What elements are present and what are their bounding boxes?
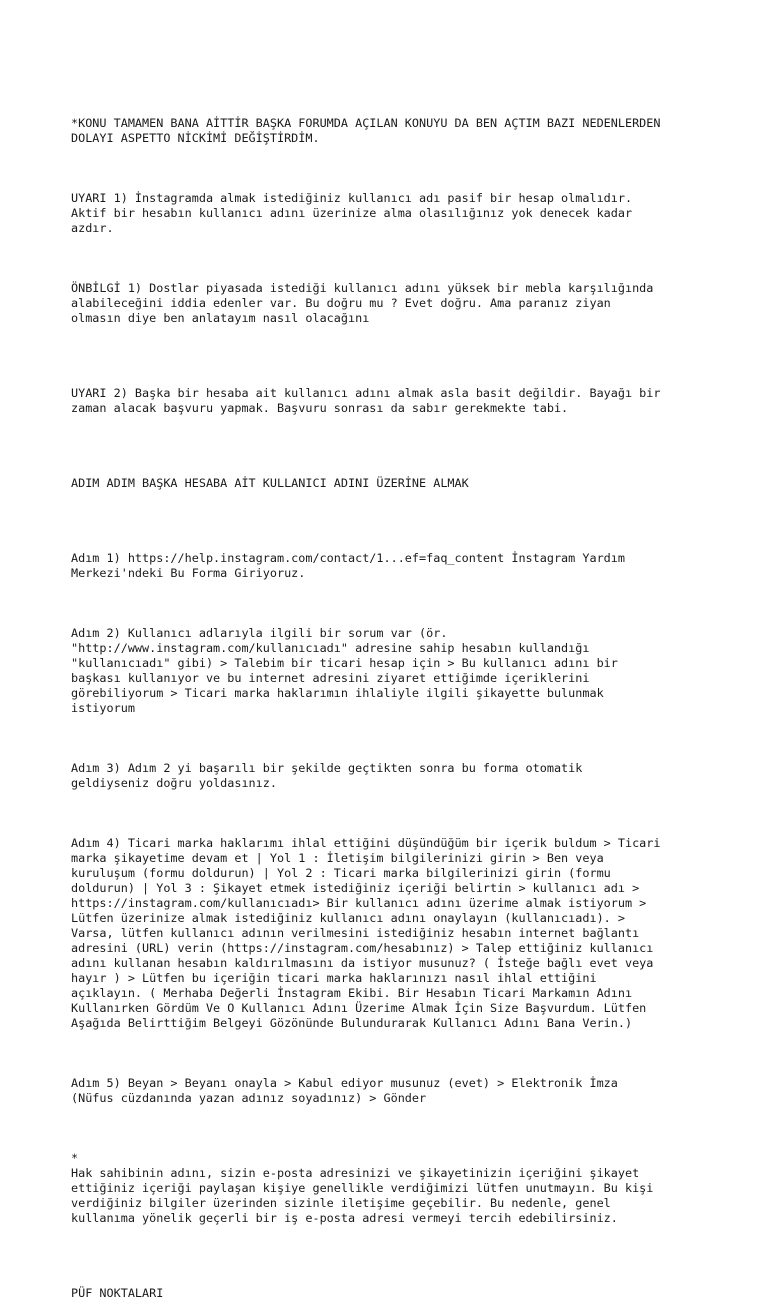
document-body (71, 86, 731, 1316)
section-heading: ADIM ADIM BAŞKA HESABA AİT KULLANICI ADINI ÜZERİNE ALMAK (71, 476, 469, 490)
step-1: Adım 1) https://help.instagram.com/contact/1...ef=faq_content İnstagram Yardım Merkezi'ndeki Bu Forma Giriyoruz. (71, 551, 625, 580)
step-4: Adım 4) Ticari marka haklarımı ihlal ettiğini düşündüğüm bir içerik buldum > Ticari marka şikayetime devam et | Yol 1 : İletişim bilgilerinizi girin > Ben veya kuruluşum (formu doldurun) | Yol 2 : Ticari marka bilgilerinizi girin (formu doldurun) | Yol 3 : Şikayet etmek istediğiniz içeriği belirtin > kullanıcı adı > https://instagram.com/kullanıcıadı> Bir kullanıcı adını üzerime almak istiyorum > Lütfen üzerinize almak istediğiniz kullanıcı adını onaylayın (kullanıcıadı). > Varsa, lütfen kullanıcı adının verilmesini istediğiniz hesabın internet bağlantı adresini (URL) verin (https://instagram.com/hesabınız) > Talep ettiğiniz kullanıcı adını kullanan hesabın kaldırılmasını da istiyor musunuz? ( İsteğe bağlı evet veya hayır ) > Lütfen bu içeriğin ticari marka haklarınızı nasıl ihlal ettiğini açıklayın. ( Merhaba Değerli İnstagram Ekibi. Bir Hesabın Ticari Markamın Adını Kullanırken Gördüm Ve O Kullanıcı Adını Üzerime Almak İçin Size Başvurdum. Lütfen Aşağıda Belirttiğim Belgeyi Gözönünde Bulundurarak Kullanıcı Adını Bana Verin.) (71, 836, 661, 1030)
tips-heading: PÜF NOKTALARI (71, 1286, 164, 1300)
prelim-info-1: ÖNBİLGİ 1) Dostlar piyasada istediği kullanıcı adını yüksek bir mebla karşılığında alabileceğini iddia edenler var. Bu doğru mu ? Evet doğru. Ama paranız ziyan olmasın diye ben anlatayım nasıl olacağını (71, 281, 654, 325)
footnote: * Hak sahibinin adını, sizin e-posta adresinizi ve şikayetinizin içeriğini şikayet ettiğiniz içeriği paylaşan kişiye genellikle verdiğimizi lütfen unutmayın. Bu kişi verdiğiniz bilgiler üzerinden sizinle iletişime geçebilir. Bu nedenle, genel kullanıma yönelik geçerli bir iş e-posta adresi vermeyi tercih edebilirsiniz. (71, 1151, 654, 1225)
step-3: Adım 3) Adım 2 yi başarılı bir şekilde geçtikten sonra bu forma otomatik geldiyseniz doğru yoldasınız. (71, 761, 583, 790)
warning-2: UYARI 2) Başka bir hesaba ait kullanıcı adını almak asla basit değildir. Bayağı bir zaman alacak başvuru yapmak. Başvuru sonrası da sabır gerekmekte tabi. (71, 386, 661, 415)
intro-note: *KONU TAMAMEN BANA AİTTİR BAŞKA FORUMDA AÇILAN KONUYU DA BEN AÇTIM BAZI NEDENLERDEN DOLAYI ASPETTO NİCKİMİ DEĞİŞTİRDİM. (71, 116, 661, 145)
step-2: Adım 2) Kullanıcı adlarıyla ilgili bir sorum var (ör. "http://www.instagram.com/kullanıcıadı" adresine sahip hesabın kullandığı "kullanıcıadı" gibi) > Talebim bir ticari hesap için > Bu kullanıcı adını bir başkası kullanıyor ve bu internet adresini ziyaret ettiğimde içeriklerini görebiliyorum > Ticari marka haklarımın ihlaliyle ilgili şikayette bulunmak istiyorum (71, 626, 618, 715)
step-5: Adım 5) Beyan > Beyanı onayla > Kabul ediyor musunuz (evet) > Elektronik İmza (Nüfus cüzdanında yazan adınız soyadınız) > Gönder (71, 1076, 618, 1105)
warning-1: UYARI 1) İnstagramda almak istediğiniz kullanıcı adı pasif bir hesap olmalıdır. Aktif bir hesabın kullanıcı adını üzerinize alma olasılığınız yok denecek kadar azdır. (71, 191, 633, 235)
